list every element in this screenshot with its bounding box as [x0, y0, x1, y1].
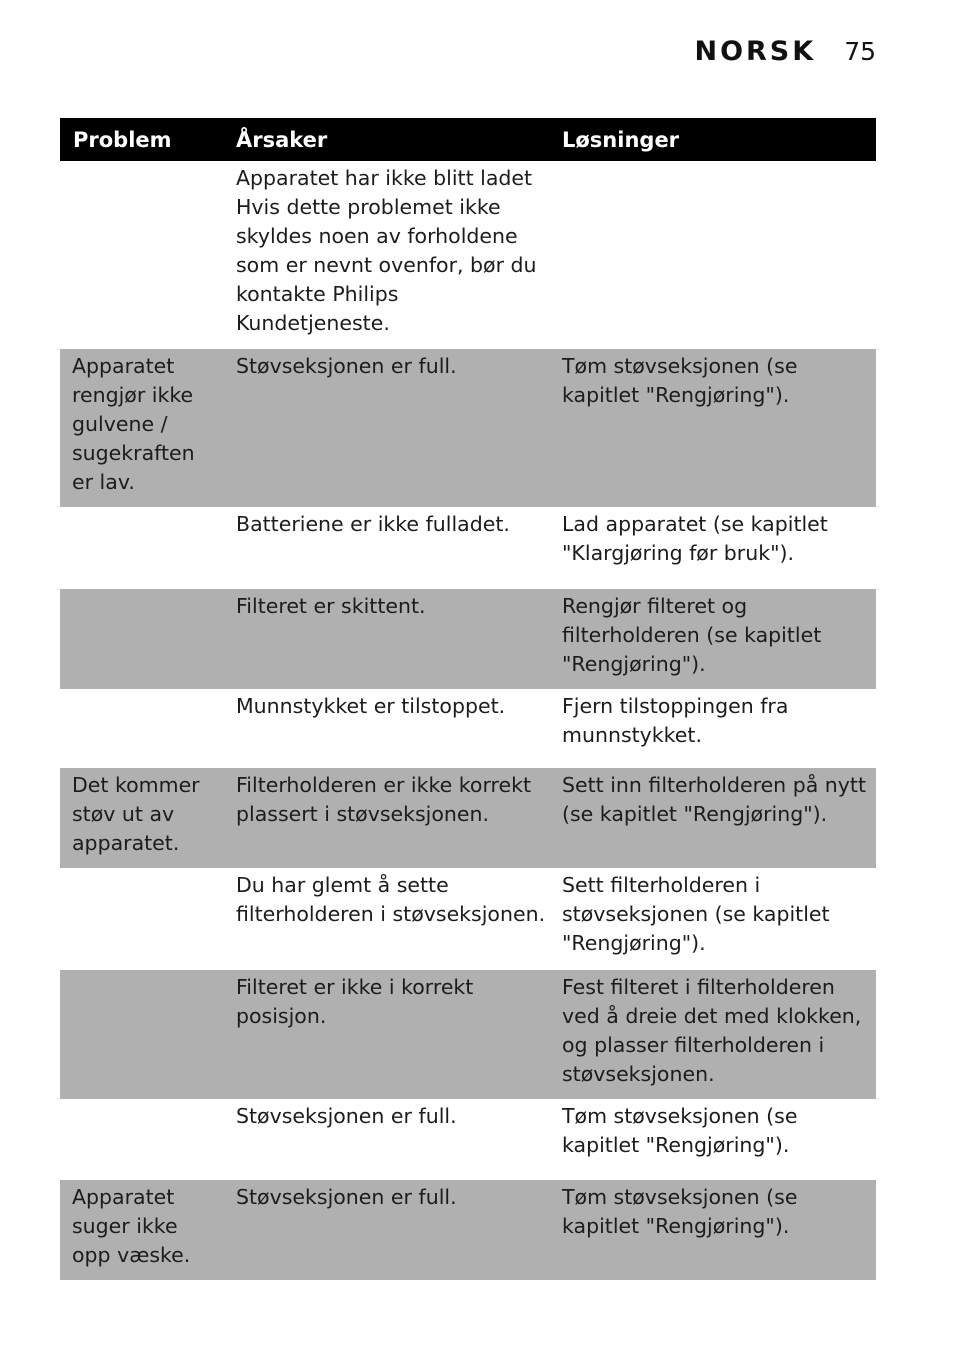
cause-cell: Munnstykket er tilstoppet. — [236, 694, 506, 718]
problem-cell — [60, 689, 224, 768]
problem-cell — [60, 868, 224, 970]
table-row — [60, 161, 876, 349]
cause-cell: Apparatet har ikke blitt ladet Hvis dette problemet ikke skyldes noen av forholdene som er nevnt ovenfor, bør du kontakte Philips Kundetjeneste. — [236, 166, 537, 335]
problem-cell — [60, 161, 224, 349]
column-header-problem: Problem — [60, 118, 224, 161]
cause-cell: Støvseksjonen er full. — [236, 1104, 457, 1128]
problem-cell: Det kommer støv ut av apparatet. — [60, 768, 224, 868]
cause-cell: Batteriene er ikke fulladet. — [236, 512, 510, 536]
solution-cell: Lad apparatet (se kapitlet "Klargjøring før bruk"). — [562, 512, 828, 565]
cause-cell: Støvseksjonen er full. — [224, 349, 550, 507]
page-number: 75 — [844, 37, 876, 66]
problem-cell — [60, 589, 224, 689]
table-row — [60, 1180, 876, 1280]
solution-cell: Fest filteret i filterholderen ved å dreie det med klokken, og plasser filterholderen i støvseksjonen. — [550, 970, 876, 1099]
table-header — [60, 118, 876, 161]
table-row — [60, 507, 876, 589]
problem-cell — [60, 970, 224, 1099]
troubleshooting-table — [60, 118, 876, 1280]
column-header-causes: Årsaker — [224, 118, 550, 161]
cause-cell: Du har glemt å sette filterholderen i støvseksjonen. — [236, 873, 546, 926]
cause-cell: Filterholderen er ikke korrekt plassert i støvseksjonen. — [224, 768, 550, 868]
table-row — [60, 768, 876, 868]
solution-cell: Sett filterholderen i støvseksjonen (se kapitlet "Rengjøring"). — [562, 873, 830, 955]
table-row — [60, 1099, 876, 1180]
solution-cell: Rengjør filteret og filterholderen (se kapitlet "Rengjøring"). — [550, 589, 876, 689]
solution-cell: Sett inn filterholderen på nytt (se kapitlet "Rengjøring"). — [550, 768, 876, 868]
table-body — [60, 161, 876, 1280]
table-row — [60, 868, 876, 970]
table-header-row — [60, 118, 876, 161]
cause-cell: Filteret er ikke i korrekt posisjon. — [224, 970, 550, 1099]
solution-cell: Fjern tilstoppingen fra munnstykket. — [562, 694, 789, 747]
problem-cell: Apparatet rengjør ikke gulvene / sugekraften er lav. — [60, 349, 224, 507]
page-header — [694, 36, 876, 67]
column-header-solutions: Løsninger — [550, 118, 876, 161]
table-row — [60, 689, 876, 768]
cause-cell: Støvseksjonen er full. — [224, 1180, 550, 1280]
table-row — [60, 970, 876, 1099]
problem-cell — [60, 507, 224, 589]
solution-cell: Tøm støvseksjonen (se kapitlet "Rengjøring"). — [550, 1180, 876, 1280]
cause-cell: Filteret er skittent. — [224, 589, 550, 689]
solution-cell: Tøm støvseksjonen (se kapitlet "Rengjøring"). — [550, 349, 876, 507]
solution-cell — [550, 161, 876, 349]
table-row — [60, 589, 876, 689]
table-row — [60, 349, 876, 507]
problem-cell: Apparatet suger ikke opp væske. — [60, 1180, 224, 1280]
problem-cell — [60, 1099, 224, 1180]
section-language-title: NORSK — [694, 36, 817, 67]
solution-cell: Tøm støvseksjonen (se kapitlet "Rengjøring"). — [562, 1104, 798, 1157]
